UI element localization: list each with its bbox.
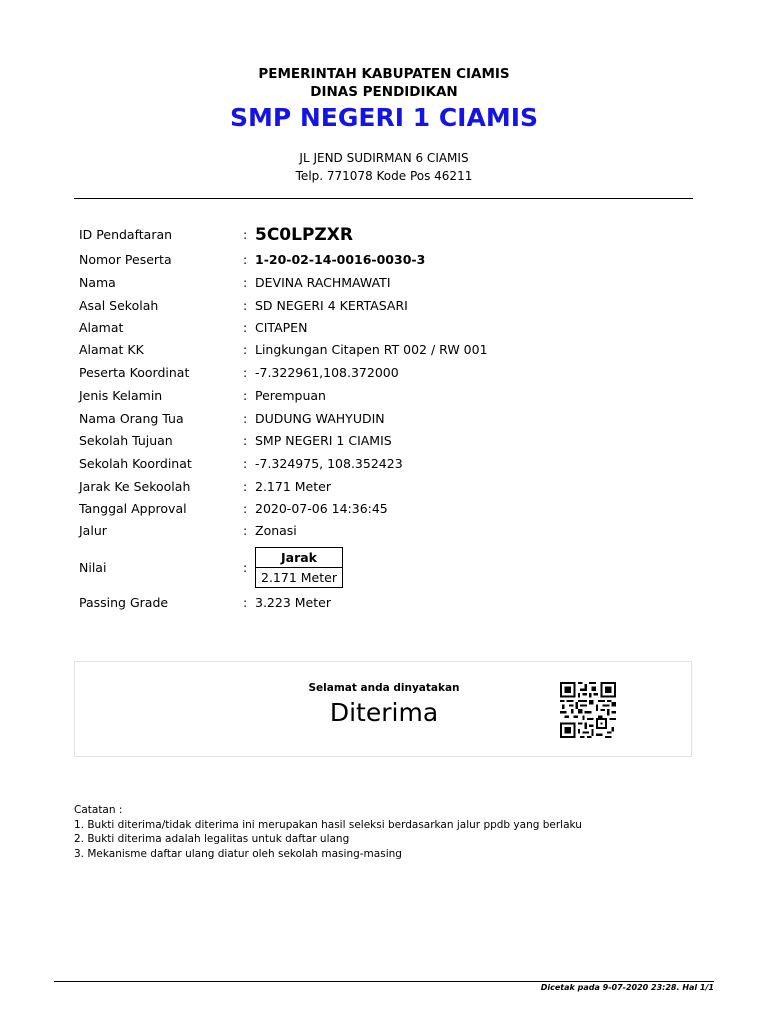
field-label: Sekolah Tujuan bbox=[79, 433, 173, 448]
field-value: DEVINA RACHMAWATI bbox=[255, 275, 391, 290]
field-colon: : bbox=[243, 523, 248, 538]
field-label: Jarak Ke Sekoolah bbox=[79, 479, 191, 494]
field-value: -7.324975, 108.352423 bbox=[255, 456, 403, 471]
field-colon: : bbox=[243, 342, 248, 357]
qr-code-icon bbox=[558, 682, 618, 738]
print-timestamp: Dicetak pada 9-07-2020 23:28. Hal 1/1 bbox=[540, 983, 714, 992]
field-colon: : bbox=[243, 411, 248, 426]
field-label: Alamat KK bbox=[79, 342, 144, 357]
header-divider bbox=[74, 198, 693, 199]
field-value: Zonasi bbox=[255, 523, 297, 538]
field-value: -7.322961,108.372000 bbox=[255, 365, 399, 380]
field-value: Perempuan bbox=[255, 388, 326, 403]
field-label: Peserta Koordinat bbox=[79, 365, 190, 380]
participant-number: 1-20-02-14-0016-0030-3 bbox=[255, 252, 426, 267]
field-label: Nomor Peserta bbox=[79, 252, 172, 267]
field-colon: : bbox=[243, 595, 248, 610]
footer-divider bbox=[54, 981, 714, 982]
field-colon: : bbox=[243, 456, 248, 471]
school-contact: Telp. 771078 Kode Pos 46211 bbox=[295, 169, 473, 183]
field-label: Passing Grade bbox=[79, 595, 169, 610]
field-label: Asal Sekolah bbox=[79, 298, 159, 313]
field-label: ID Pendaftaran bbox=[79, 227, 173, 242]
field-colon: : bbox=[243, 501, 248, 516]
nilai-table bbox=[255, 547, 343, 588]
field-colon: : bbox=[243, 433, 248, 448]
field-value: 2.171 Meter bbox=[255, 479, 331, 494]
field-colon: : bbox=[243, 227, 248, 242]
field-colon: : bbox=[243, 560, 248, 575]
field-label: Nama Orang Tua bbox=[79, 411, 184, 426]
field-label: Sekolah Koordinat bbox=[79, 456, 192, 471]
field-value: 2020-07-06 14:36:45 bbox=[255, 501, 388, 516]
field-value: DUDUNG WAHYUDIN bbox=[255, 411, 385, 426]
note-item: 1. Bukti diterima/tidak diterima ini merupakan hasil seleksi berdasarkan jalur ppdb yang berlaku bbox=[74, 818, 582, 831]
field-label: Jalur bbox=[79, 523, 107, 538]
result-box bbox=[74, 661, 692, 757]
notes-section bbox=[74, 803, 582, 861]
field-value: CITAPEN bbox=[255, 320, 308, 335]
field-label: Nama bbox=[79, 275, 116, 290]
field-label: Tanggal Approval bbox=[79, 501, 187, 516]
nilai-table-value: 2.171 Meter bbox=[256, 568, 343, 588]
field-label: Jenis Kelamin bbox=[79, 388, 163, 403]
field-label: Alamat bbox=[79, 320, 124, 335]
school-title: SMP NEGERI 1 CIAMIS bbox=[229, 103, 539, 132]
field-value: 3.223 Meter bbox=[255, 595, 331, 610]
registration-id: 5C0LPZXR bbox=[255, 225, 353, 245]
note-item: 3. Mekanisme daftar ulang diatur oleh sekolah masing-masing bbox=[74, 847, 402, 860]
government-title: PEMERINTAH KABUPATEN CIAMIS bbox=[258, 66, 510, 82]
field-colon: : bbox=[243, 298, 248, 313]
field-colon: : bbox=[243, 320, 248, 335]
field-colon: : bbox=[243, 275, 248, 290]
field-colon: : bbox=[243, 479, 248, 494]
field-value: Lingkungan Citapen RT 002 / RW 001 bbox=[255, 342, 488, 357]
field-label: Nilai bbox=[79, 560, 107, 575]
note-item: 2. Bukti diterima adalah legalitas untuk daftar ulang bbox=[74, 833, 350, 845]
department-title: DINAS PENDIDIKAN bbox=[310, 84, 458, 100]
school-address: JL JEND SUDIRMAN 6 CIAMIS bbox=[299, 151, 469, 165]
nilai-table-header: Jarak bbox=[256, 548, 343, 568]
result-status: Diterima bbox=[329, 698, 439, 727]
field-value: SD NEGERI 4 KERTASARI bbox=[255, 298, 408, 313]
field-colon: : bbox=[243, 252, 248, 267]
notes-title: Catatan : bbox=[74, 804, 123, 816]
field-value: SMP NEGERI 1 CIAMIS bbox=[255, 433, 392, 448]
result-caption: Selamat anda dinyatakan bbox=[308, 682, 460, 694]
field-colon: : bbox=[243, 365, 248, 380]
field-colon: : bbox=[243, 388, 248, 403]
